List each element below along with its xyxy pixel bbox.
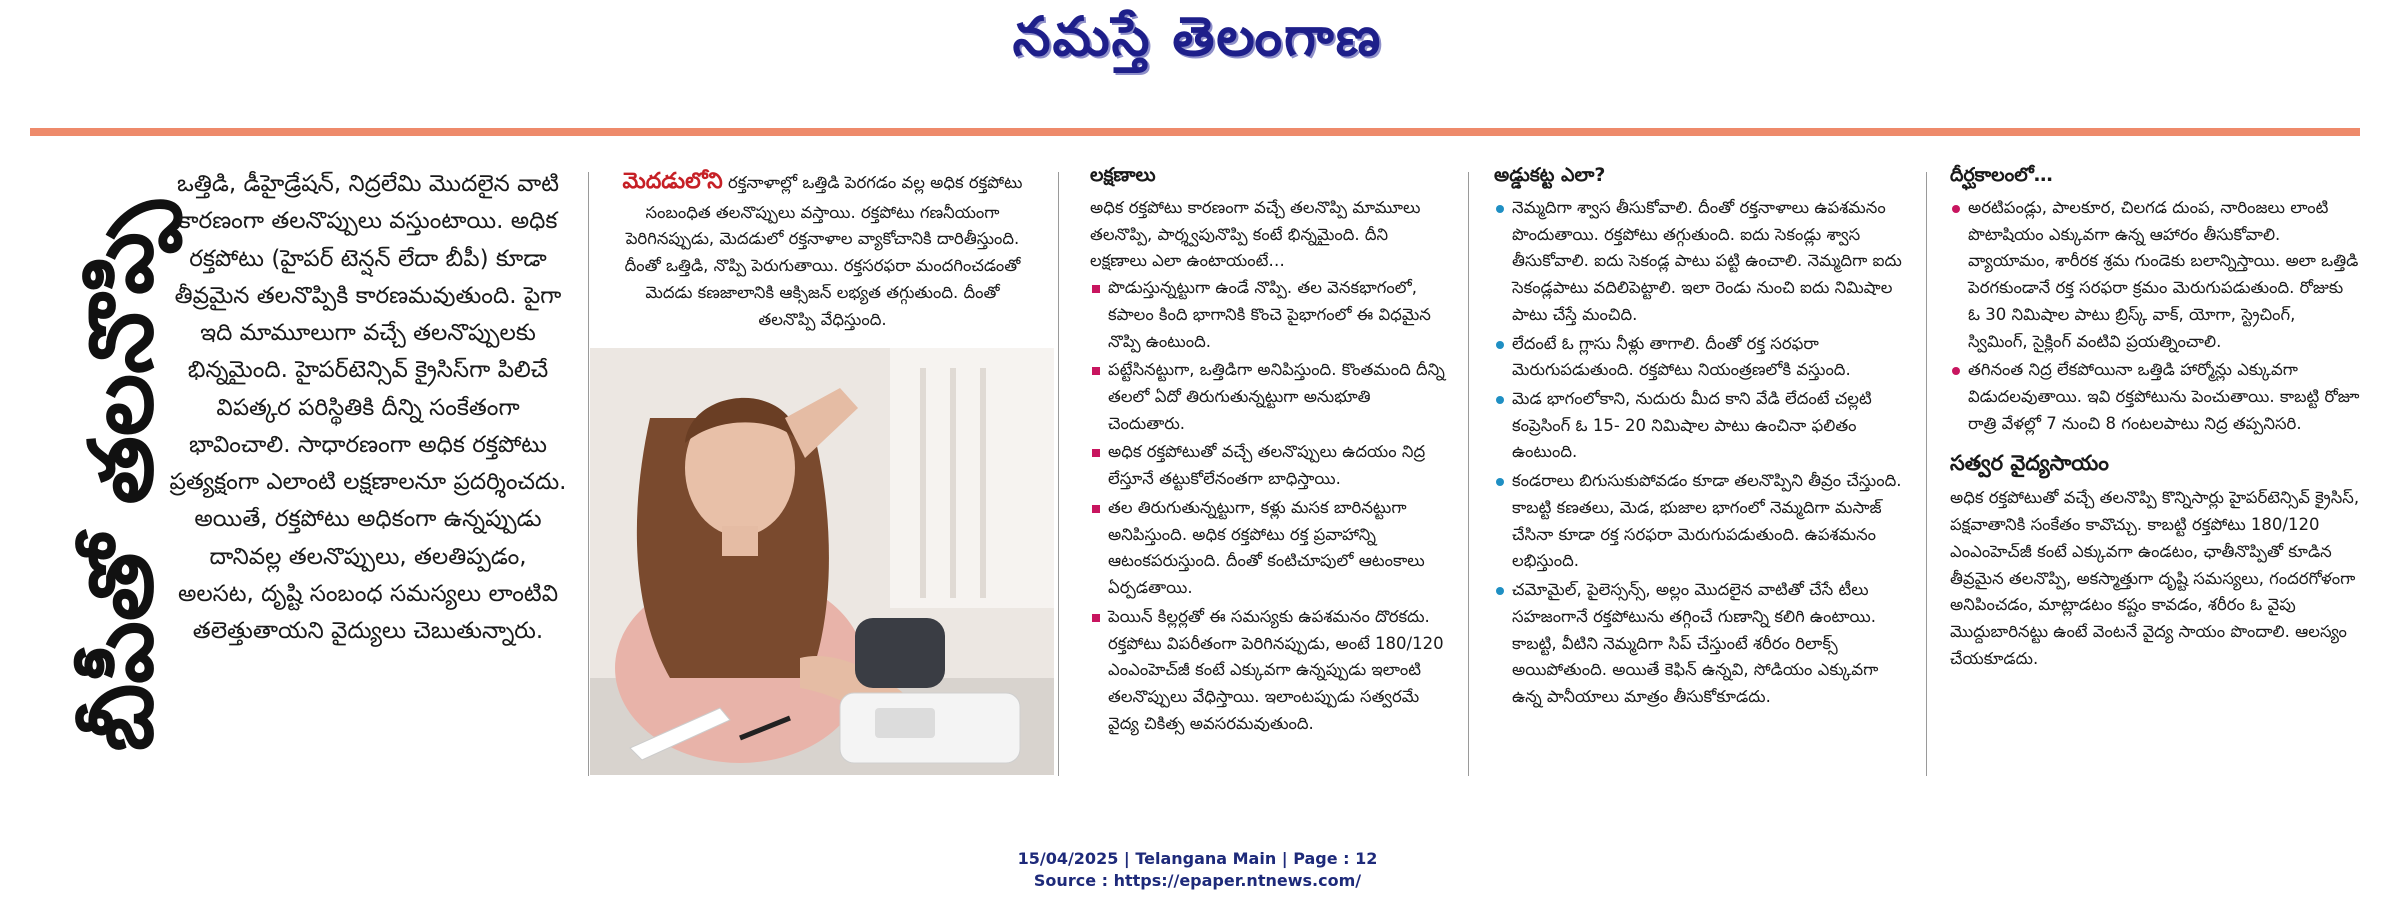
urgent-heading: సత్వర వైద్యసాయం (1950, 451, 2109, 476)
masthead-title: నమస్తే తెలంగాణ (1012, 4, 1383, 68)
list-item: కండరాలు బిగుసుకుపోవడం కూడా తలనొప్పిని తీవ్రం చేస్తుంది. కాబట్టి కణతలు, మెడ, భుజాల భాగంలో నెమ్మదిగా మసాజ్ చేసినా కూడా రక్త సరఫరా మెరుగుపడుతుంది. ఉపశమనం లభిస్తుంది. (1494, 468, 1909, 575)
column-divider (1058, 172, 1059, 776)
woman-headache-image (590, 348, 1054, 775)
list-item: మెడ భాగంలోకాని, నుదురు మీద కాని వేడి లేదంటే చల్లటి కంప్రెసింగ్ ఓ 15- 20 నిమిషాల పాటు ఉంచినా ఫలితం ఉంటుంది. (1494, 386, 1909, 466)
column-divider (588, 172, 589, 776)
list-item: తగినంత నిద్ర లేకపోయినా ఒత్తిడి హార్మోన్లు ఎక్కువగా విడుదలవుతాయి. ఇవి రక్తపోటును పెంచుతాయి. కాబట్టి రోజూ రాత్రి వేళల్లో 7 నుంచి 8 గంటలపాటు నిద్ర తప్పనిసరి. (1950, 357, 2360, 437)
list-item: పెయిన్ కిల్లర్లతో ఈ సమస్యకు ఉపశమనం దొరకదు. రక్తపోటు విపరీతంగా పెరిగినప్పుడు, అంటే 180/120 ఎంఎంహెచ్‌జీ కంటే ఎక్కువగా ఉన్నప్పుడు ఇలాంటి తలనొప్పులు వేధిస్తాయి. ఇలాంటప్పుడు సత్వరమే వైద్య చికిత్స అవసరమవుతుంది. (1090, 604, 1450, 738)
masthead (0, 0, 2395, 80)
brain-paragraph (620, 164, 1025, 333)
symptoms-section (1090, 164, 1450, 739)
list-item: నెమ్మదిగా శ్వాస తీసుకోవాలి. దీంతో రక్తనాళాలు ఉపశమనం పొందుతాయి. రక్తపోటు తగ్గుతుంది. ఐదు సెకండ్లు శ్వాస తీసుకోవాలి. ఐదు సెకండ్ల పాటు పట్టి ఉంచాలి. నెమ్మదిగా ఐదు సెకండ్లపాటు వదిలిపెట్టాలి. ఇలా రెండు నుంచి ఐదు నిమిషాల పాటు చేస్తే మంచిది. (1494, 195, 1909, 329)
longterm-heading: దీర్ఘకాలంలో… (1950, 164, 2053, 186)
symptoms-list (1090, 275, 1450, 737)
urgent-text: అధిక రక్తపోటుతో వచ్చే తలనొప్పి కొన్నిసార్లు హైపర్‌టెన్సివ్ క్రైసిస్, పక్షవాతానికి సంకేతం కావొచ్చు. కాబట్టి రక్తపోటు 180/120 ఎంఎంహెచ్‌జీ కంటే ఎక్కువగా ఉండటం, ఛాతీనొప్పితో కూడిన తీవ్రమైన తలనొప్పి, అకస్మాత్తుగా దృష్టి సమస్యలు, గందరగోళంగా అనిపించడం, మాట్లాడటం కష్టం కావడం, శరీరం ఓ వైపు మొద్దుబారినట్టు ఉంటే వెంటనే వైద్య సాయం పొందాలి. ఆలస్యం చేయకూడదు. (1950, 488, 2360, 668)
header-rule (30, 128, 2360, 136)
headache-photo (590, 348, 1054, 775)
prevention-heading: అడ్డుకట్ట ఎలా? (1494, 164, 1606, 186)
longterm-section (1950, 164, 2360, 673)
footer-date-line: 15/04/2025 | Telangana Main | Page : 12 (1017, 849, 1378, 868)
brain-lead: మెదడులోని (622, 169, 723, 194)
list-item: తల తిరుగుతున్నట్టుగా, కళ్లు మసక బారినట్టుగా అనిపిస్తుంది. అధిక రక్తపోటు రక్త ప్రవాహాన్ని ఆటంకపరుస్తుంది. దీంతో కంటిచూపులో ఆటంకాలు ఏర్పడతాయి. (1090, 495, 1450, 602)
column-divider (1468, 172, 1469, 776)
list-item: పట్టేసినట్టుగా, ఒత్తిడిగా అనిపిస్తుంది. కొంతమంది దీన్ని తలలో ఏదో తిరుగుతున్నట్టుగా అనుభూతి చెందుతారు. (1090, 357, 1450, 437)
prevention-section (1494, 164, 1909, 713)
list-item: లేదంటే ఓ గ్లాసు నీళ్లు తాగాలి. దీంతో రక్త సరఫరా మెరుగుపడుతుంది. రక్తపోటు నియంత్రణలోకి వస్తుంది. (1494, 331, 1909, 384)
list-item: అధిక రక్తపోటుతో వచ్చే తలనొప్పులు ఉదయం నిద్ర లేస్తూనే తట్టుకోలేనంతగా బాధిస్తాయి. (1090, 439, 1450, 492)
list-item: అరటిపండ్లు, పాలకూర, చిలగడ దుంప, నారింజలు లాంటి పొటాషియం ఎక్కువగా ఉన్న ఆహారం తీసుకోవాలి. వ్యాయామం, శారీరక శ్రమ గుండెకు బలాన్నిస్తాయి. అలా ఒత్తిడి పెరగకుండానే రక్త సరఫరా క్రమం మెరుగుపడుతుంది. రోజుకు ఓ 30 నిమిషాల పాటు బ్రిస్క్ వాక్, యోగా, స్ట్రెచింగ్, స్విమింగ్, సైక్లింగ్ వంటివి ప్రయత్నించాలి. (1950, 195, 2360, 355)
footer-source-line: Source : https://epaper.ntnews.com/ (1033, 870, 1362, 890)
symptoms-heading: లక్షణాలు (1090, 164, 1156, 186)
column-divider (1926, 172, 1927, 776)
symptoms-intro: అధిక రక్తపోటు కారణంగా వచ్చే తలనొప్పి మామూలు తలనొప్పి, పార్శ్వపునొప్పి కంటే భిన్నమైంది. దీని లక్షణాలు ఎలా ఉంటాయంటే… (1090, 198, 1421, 271)
prevention-list (1494, 195, 1909, 711)
longterm-list (1950, 195, 2360, 437)
list-item: చమోమైల్, పైలెస్సన్స్, అల్లం మొదలైన వాటితో చేసే టీలు సహజంగానే రక్తపోటును తగ్గించే గుణాన్ని కలిగి ఉంటాయి. కాబట్టి, వీటిని నెమ్మదిగా సిప్ చేస్తుంటే శరీరం రిలాక్స్ అయిపోతుంది. అయితే కెఫిన్ ఉన్నవి, సోడియం ఎక్కువగా ఉన్న పానీయాలు మాత్రం తీసుకోకూడదు. (1494, 577, 1909, 711)
page-footer (0, 848, 2395, 891)
brain-text: రక్తనాళాల్లో ఒత్తిడి పెరగడం వల్ల అధిక రక్తపోటు సంబంధిత తలనొప్పులు వస్తాయి. రక్తపోటు గణనీయంగా పెరిగినప్పుడు, మెదడులో రక్తనాళాల వ్యాకోచానికి దారితీస్తుంది. దీంతో ఒత్తిడి, నొప్పి పెరుగుతాయి. రక్తసరఫరా మందగించడంతో మెదడు కణజాలానికి ఆక్సిజన్ లభ్యత తగ్గుతుంది. దీంతో తలనొప్పి వేధిస్తుంది. (624, 173, 1023, 329)
list-item: పొడుస్తున్నట్టుగా ఉండే నొప్పి. తల వెనకభాగంలో, కపాలం కింది భాగానికి కొంచె పైభాగంలో ఈ విధమైన నొప్పి ఉంటుంది. (1090, 275, 1450, 355)
headline-text: బీపీతో తలనొప్పి (69, 200, 173, 752)
intro-paragraph: ఒత్తిడి, డీహైడ్రేషన్, నిద్రలేమి మొదలైన వాటి కారణంగా తలనొప్పులు వస్తుంటాయి. అధిక రక్తపోటు (హైపర్ టెన్షన్ లేదా బీపీ) కూడా తీవ్రమైన తలనొప్పికి కారణమవుతుంది. పైగా ఇది మామూలుగా వచ్చే తలనొప్పులకు భిన్నమైంది. హైపర్‌టెన్సివ్ క్రైసిస్‌గా పిలిచే విపత్కర పరిస్థితికి దీన్ని సంకేతంగా భావించాలి. సాధారణంగా అధిక రక్తపోటు ప్రత్యక్షంగా ఎలాంటి లక్షణాలనూ ప్రదర్శించదు. అయితే, రక్తపోటు అధికంగా ఉన్నప్పుడు దానివల్ల తలనొప్పులు, తలతిప్పడం, అలసట, దృష్టి సంబంధ సమస్యలు లాంటివి తలెత్తుతాయని వైద్యులు చెబుతున్నారు. (169, 171, 567, 644)
